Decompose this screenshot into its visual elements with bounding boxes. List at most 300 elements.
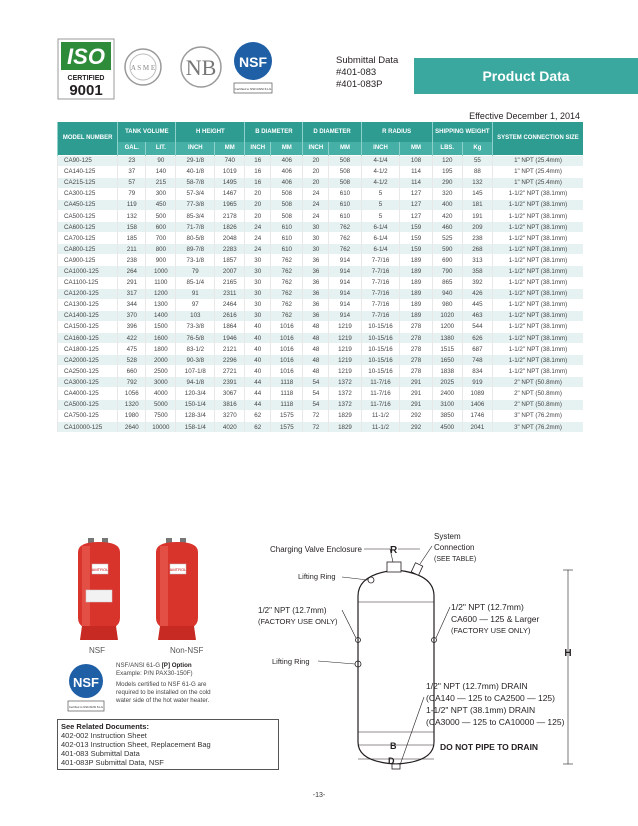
table-cell: 127 <box>400 188 432 199</box>
doc-number-2: #401-083P <box>336 79 383 90</box>
table-cell: 3270 <box>215 410 245 421</box>
table-cell: 914 <box>329 255 361 266</box>
table-cell: 740 <box>215 155 245 166</box>
table-cell: 1-1/2" NPT (38.1mm) <box>492 310 583 321</box>
table-cell: 2165 <box>215 277 245 288</box>
table-cell: 610 <box>329 210 361 221</box>
table-cell: 211 <box>118 244 146 255</box>
table-cell: 762 <box>329 222 361 233</box>
table-row <box>58 222 584 233</box>
table-cell: 396 <box>118 321 146 332</box>
table-cell: 114 <box>400 166 432 177</box>
label-left-npt-2: (FACTORY USE ONLY) <box>258 617 338 626</box>
table-cell: 292 <box>400 421 432 432</box>
label-lifting-ring-top: Lifting Ring <box>298 572 336 581</box>
table-cell: 5 <box>361 199 400 210</box>
table-cell: 292 <box>400 410 432 421</box>
table-cell: 865 <box>432 277 462 288</box>
table-cell: 1946 <box>215 333 245 344</box>
table-cell: 36 <box>303 288 329 299</box>
iso-9001-text: 9001 <box>69 82 103 99</box>
table-cell: 120 <box>432 155 462 166</box>
unit-header: LBS. <box>432 142 462 155</box>
label-system-2: Connection <box>434 543 475 552</box>
table-cell: 3000 <box>146 377 176 388</box>
table-cell: 1372 <box>329 377 361 388</box>
table-cell: 40 <box>245 355 271 366</box>
related-documents <box>57 719 279 770</box>
table-cell: 94-1/8 <box>176 377 215 388</box>
table-cell: 20 <box>245 188 271 199</box>
table-cell: 30 <box>303 233 329 244</box>
table-cell: 24 <box>245 222 271 233</box>
table-cell: 590 <box>432 244 462 255</box>
header-system-connection: SYSTEM CONNECTION SIZE <box>492 122 583 155</box>
table-cell: 463 <box>462 310 492 321</box>
doc-number-1: #401-083 <box>336 67 377 78</box>
related-item: 401-083 Submittal Data <box>61 749 140 758</box>
label-drain-2: (CA140 — 125 to CA2500 — 125) <box>426 693 555 703</box>
table-cell: 687 <box>462 344 492 355</box>
header-r-radius: R RADIUS <box>361 122 432 142</box>
table-cell: 762 <box>271 310 303 321</box>
table-cell: 1575 <box>271 421 303 432</box>
table-cell: 426 <box>462 288 492 299</box>
table-cell: 1829 <box>329 410 361 421</box>
model-cell: CA1400-125 <box>58 310 118 321</box>
table-cell: 7-7/16 <box>361 310 400 321</box>
table-cell: 10-15/16 <box>361 355 400 366</box>
table-cell: 2025 <box>432 377 462 388</box>
model-cell: CA3000-125 <box>58 377 118 388</box>
table-cell: 1000 <box>146 266 176 277</box>
table-cell: 7-7/16 <box>361 266 400 277</box>
label-drain-4: (CA3000 — 125 to CA10000 — 125) <box>426 717 565 727</box>
nsf-logo <box>228 37 278 99</box>
table-cell: 500 <box>146 210 176 221</box>
table-cell: 103 <box>176 310 215 321</box>
table-cell: 73-3/8 <box>176 321 215 332</box>
table-cell: 55 <box>462 155 492 166</box>
header-model: MODEL NUMBER <box>58 122 118 155</box>
related-item: 401-083P Submittal Data, NSF <box>61 758 164 767</box>
table-cell: 159 <box>400 244 432 255</box>
nsf-note-line5: water side of the hot water heater. <box>116 697 210 704</box>
table-cell: 268 <box>462 244 492 255</box>
table-cell: 1" NPT (25.4mm) <box>492 177 583 188</box>
table-cell: 7-7/16 <box>361 255 400 266</box>
table-cell: 508 <box>271 199 303 210</box>
table-cell: 475 <box>118 344 146 355</box>
table-cell: 44 <box>245 399 271 410</box>
tank-label-nsf: AMTROL <box>91 567 109 572</box>
nsf-note-line3: Models certified to NSF 61-G are <box>116 681 207 688</box>
table-cell: 2" NPT (50.8mm) <box>492 388 583 399</box>
label-left-npt-1: 1/2" NPT (12.7mm) <box>258 606 327 615</box>
model-cell: CA7500-125 <box>58 410 118 421</box>
table-row <box>58 299 584 310</box>
nsf-note-standard: NSF/ANSI 61-G <box>116 662 161 669</box>
table-cell: 1" NPT (25.4mm) <box>492 166 583 177</box>
table-cell: 1-1/2" NPT (38.1mm) <box>492 355 583 366</box>
table-cell: 1-1/2" NPT (38.1mm) <box>492 321 583 332</box>
table-cell: 1-1/2" NPT (38.1mm) <box>492 277 583 288</box>
table-cell: 40-1/8 <box>176 166 215 177</box>
table-cell: 16 <box>245 155 271 166</box>
model-cell: CA1000-125 <box>58 266 118 277</box>
table-cell: 30 <box>245 288 271 299</box>
table-cell: 79 <box>176 266 215 277</box>
table-row <box>58 277 584 288</box>
model-cell: CA90-125 <box>58 155 118 166</box>
caption-non-nsf: Non-NSF <box>170 646 204 655</box>
model-cell: CA1800-125 <box>58 344 118 355</box>
model-cell: CA700-125 <box>58 233 118 244</box>
table-cell: 1-1/2" NPT (38.1mm) <box>492 222 583 233</box>
table-cell: 24 <box>245 233 271 244</box>
table-cell: 44 <box>245 388 271 399</box>
iso-text: ISO <box>67 44 105 69</box>
table-cell: 1515 <box>432 344 462 355</box>
model-cell: CA4000-125 <box>58 388 118 399</box>
table-cell: 72 <box>303 421 329 432</box>
label-lifting-ring-bottom: Lifting Ring <box>272 657 310 666</box>
table-cell: 278 <box>400 321 432 332</box>
table-cell: 2" NPT (50.8mm) <box>492 377 583 388</box>
table-row <box>58 244 584 255</box>
table-cell: 3850 <box>432 410 462 421</box>
table-cell: 1-1/2" NPT (38.1mm) <box>492 255 583 266</box>
nsf-top-small-text: Certified to NSF/ANSI 61-G <box>234 87 272 91</box>
label-system-3: (SEE TABLE) <box>434 556 477 563</box>
table-cell: 127 <box>400 210 432 221</box>
table-cell: 11-7/16 <box>361 399 400 410</box>
table-cell: 1016 <box>271 333 303 344</box>
table-cell: 1-1/2" NPT (38.1mm) <box>492 199 583 210</box>
table-cell: 1016 <box>271 344 303 355</box>
caption-nsf: NSF <box>89 646 105 655</box>
table-cell: 1380 <box>432 333 462 344</box>
table-cell: 1089 <box>462 388 492 399</box>
table-cell: 508 <box>329 155 361 166</box>
table-cell: 7-7/16 <box>361 288 400 299</box>
table-cell: 914 <box>329 299 361 310</box>
table-cell: 189 <box>400 266 432 277</box>
table-row <box>58 366 584 377</box>
table-cell: 1965 <box>215 199 245 210</box>
table-cell: 40 <box>245 366 271 377</box>
table-cell: 358 <box>462 266 492 277</box>
table-cell: 914 <box>329 277 361 288</box>
model-cell: CA1100-125 <box>58 277 118 288</box>
table-cell: 4-1/2 <box>361 177 400 188</box>
table-row <box>58 333 584 344</box>
table-cell: 508 <box>271 210 303 221</box>
label-right-npt-2: CA600 — 125 & Larger <box>451 614 540 624</box>
table-cell: 189 <box>400 299 432 310</box>
table-cell: 85-1/4 <box>176 277 215 288</box>
table-cell: 62 <box>245 421 271 432</box>
table-cell: 610 <box>271 233 303 244</box>
table-cell: 2500 <box>146 366 176 377</box>
nsf-note-example: Example: P/N PAX30-150F) <box>116 670 193 677</box>
table-cell: 1016 <box>271 355 303 366</box>
table-cell: 914 <box>329 310 361 321</box>
table-cell: 2" NPT (50.8mm) <box>492 399 583 410</box>
table-cell: 445 <box>462 299 492 310</box>
spec-body <box>58 155 584 432</box>
table-cell: 73-1/8 <box>176 255 215 266</box>
table-row <box>58 166 584 177</box>
table-cell: 119 <box>118 199 146 210</box>
table-cell: 2400 <box>432 388 462 399</box>
unit-header: INCH <box>245 142 271 155</box>
table-cell: 1372 <box>329 388 361 399</box>
submittal-info <box>336 55 398 91</box>
table-cell: 1219 <box>329 366 361 377</box>
table-cell: 4500 <box>432 421 462 432</box>
table-cell: 980 <box>432 299 462 310</box>
table-cell: 1219 <box>329 333 361 344</box>
table-cell: 2178 <box>215 210 245 221</box>
header-shipping-weight: SHIPPING WEIGHT <box>432 122 492 142</box>
table-cell: 40 <box>245 333 271 344</box>
table-cell: 30 <box>245 266 271 277</box>
table-cell: 291 <box>118 277 146 288</box>
label-system-1: System <box>434 532 461 541</box>
table-cell: 76-5/8 <box>176 333 215 344</box>
table-cell: 30 <box>303 244 329 255</box>
table-cell: 525 <box>432 233 462 244</box>
table-cell: 30 <box>303 222 329 233</box>
table-cell: 544 <box>462 321 492 332</box>
table-cell: 11-1/2 <box>361 421 400 432</box>
table-cell: 108 <box>400 155 432 166</box>
table-cell: 1-1/2" NPT (38.1mm) <box>492 233 583 244</box>
table-row <box>58 388 584 399</box>
nsf-note-line4: required to be installed on the cold <box>116 689 211 696</box>
table-cell: 2391 <box>215 377 245 388</box>
table-cell: 114 <box>400 177 432 188</box>
table-cell: 238 <box>118 255 146 266</box>
table-cell: 508 <box>329 177 361 188</box>
table-cell: 1746 <box>462 410 492 421</box>
model-cell: CA450-125 <box>58 199 118 210</box>
table-cell: 300 <box>146 188 176 199</box>
table-cell: 3" NPT (76.2mm) <box>492 421 583 432</box>
table-cell: 20 <box>303 177 329 188</box>
table-row <box>58 355 584 366</box>
table-cell: 508 <box>271 188 303 199</box>
table-cell: 1219 <box>329 355 361 366</box>
table-cell: 11-1/2 <box>361 410 400 421</box>
table-cell: 420 <box>432 210 462 221</box>
table-cell: 1406 <box>462 399 492 410</box>
table-cell: 919 <box>462 377 492 388</box>
table-cell: 57-3/4 <box>176 188 215 199</box>
table-cell: 71-7/8 <box>176 222 215 233</box>
table-cell: 5 <box>361 210 400 221</box>
tank-photo-nsf <box>72 538 126 642</box>
table-cell: 191 <box>462 210 492 221</box>
tank-label-non-nsf: AMTROL <box>169 567 187 572</box>
table-cell: 128-3/4 <box>176 410 215 421</box>
table-cell: 422 <box>118 333 146 344</box>
table-cell: 1600 <box>146 333 176 344</box>
submittal-label: Submittal Data <box>336 55 399 66</box>
table-cell: 2640 <box>118 421 146 432</box>
table-cell: 158 <box>118 222 146 233</box>
table-row <box>58 310 584 321</box>
table-cell: 762 <box>271 299 303 310</box>
tank-photo-non-nsf <box>150 538 204 642</box>
table-cell: 762 <box>329 233 361 244</box>
table-cell: 91 <box>176 288 215 299</box>
table-cell: 1838 <box>432 366 462 377</box>
table-cell: 3067 <box>215 388 245 399</box>
table-cell: 610 <box>271 244 303 255</box>
iso-certified-text: CERTIFIED <box>67 75 105 82</box>
table-cell: 2464 <box>215 299 245 310</box>
table-row <box>58 199 584 210</box>
table-cell: 90 <box>146 155 176 166</box>
table-cell: 834 <box>462 366 492 377</box>
table-cell: 83-1/2 <box>176 344 215 355</box>
table-cell: 48 <box>303 344 329 355</box>
unit-header: LIT. <box>146 142 176 155</box>
table-cell: 54 <box>303 388 329 399</box>
nsf-note-text <box>116 662 276 705</box>
label-right-npt-1: 1/2" NPT (12.7mm) <box>451 602 524 612</box>
table-cell: 406 <box>271 155 303 166</box>
table-cell: 1650 <box>432 355 462 366</box>
table-cell: 317 <box>118 288 146 299</box>
table-row <box>58 399 584 410</box>
table-cell: 762 <box>271 288 303 299</box>
table-cell: 1020 <box>432 310 462 321</box>
iso-9001-logo <box>56 37 116 101</box>
asme-text: A S M E <box>130 64 156 72</box>
table-cell: 792 <box>118 377 146 388</box>
table-cell: 58-7/8 <box>176 177 215 188</box>
table-cell: 1-1/2" NPT (38.1mm) <box>492 210 583 221</box>
table-cell: 6-1/4 <box>361 222 400 233</box>
table-cell: 107-1/8 <box>176 366 215 377</box>
table-cell: 1118 <box>271 377 303 388</box>
table-cell: 4-1/2 <box>361 166 400 177</box>
table-cell: 48 <box>303 321 329 332</box>
table-cell: 1800 <box>146 344 176 355</box>
table-cell: 1-1/2" NPT (38.1mm) <box>492 288 583 299</box>
table-cell: 30 <box>245 255 271 266</box>
table-cell: 10-15/16 <box>361 366 400 377</box>
unit-header: INCH <box>361 142 400 155</box>
unit-header: MM <box>400 142 432 155</box>
table-cell: 20 <box>245 199 271 210</box>
table-cell: 800 <box>146 244 176 255</box>
table-row <box>58 377 584 388</box>
do-not-pipe-warning: DO NOT PIPE TO DRAIN <box>440 742 539 752</box>
table-cell: 1495 <box>215 177 245 188</box>
header-tank-volume: TANK VOLUME <box>118 122 176 142</box>
table-cell: 762 <box>271 266 303 277</box>
table-cell: 278 <box>400 355 432 366</box>
table-cell: 140 <box>146 166 176 177</box>
table-cell: 278 <box>400 366 432 377</box>
table-cell: 4000 <box>146 388 176 399</box>
table-cell: 36 <box>303 277 329 288</box>
table-cell: 762 <box>271 255 303 266</box>
table-cell: 62 <box>245 410 271 421</box>
model-cell: CA10000-125 <box>58 421 118 432</box>
unit-header: Kg <box>462 142 492 155</box>
nsf-top-text: NSF <box>239 54 267 70</box>
table-cell: 11-7/16 <box>361 377 400 388</box>
table-cell: 48 <box>303 333 329 344</box>
unit-header: GAL. <box>118 142 146 155</box>
table-cell: 30 <box>245 310 271 321</box>
table-cell: 7-7/16 <box>361 299 400 310</box>
table-cell: 88 <box>462 166 492 177</box>
table-row <box>58 210 584 221</box>
table-cell: 209 <box>462 222 492 233</box>
table-cell: 89-7/8 <box>176 244 215 255</box>
table-cell: 406 <box>271 166 303 177</box>
table-cell: 36 <box>303 299 329 310</box>
table-cell: 10-15/16 <box>361 344 400 355</box>
nsf-note-option: [P] Option <box>161 662 192 669</box>
table-cell: 2721 <box>215 366 245 377</box>
label-charging-valve: Charging Valve Enclosure <box>270 545 362 554</box>
model-cell: CA140-125 <box>58 166 118 177</box>
table-cell: 2048 <box>215 233 245 244</box>
table-cell: 20 <box>303 166 329 177</box>
table-cell: 6-1/4 <box>361 233 400 244</box>
table-cell: 120-3/4 <box>176 388 215 399</box>
table-row <box>58 266 584 277</box>
table-cell: 16 <box>245 166 271 177</box>
table-cell: 97 <box>176 299 215 310</box>
nsf-badge-text: NSF <box>73 675 99 690</box>
label-drain-3: 1-1/2" NPT (38.1mm) DRAIN <box>426 705 536 715</box>
table-cell: 3816 <box>215 399 245 410</box>
table-cell: 1016 <box>271 366 303 377</box>
table-cell: 48 <box>303 355 329 366</box>
table-cell: 1-1/2" NPT (38.1mm) <box>492 366 583 377</box>
tank-dimension-diagram <box>258 532 588 772</box>
table-cell: 1" NPT (25.4mm) <box>492 155 583 166</box>
table-cell: 24 <box>303 199 329 210</box>
table-cell: 278 <box>400 333 432 344</box>
header-h-height: H HEIGHT <box>176 122 245 142</box>
table-cell: 1200 <box>146 288 176 299</box>
table-cell: 1118 <box>271 388 303 399</box>
label-b: B <box>390 741 397 751</box>
table-cell: 23 <box>118 155 146 166</box>
table-row <box>58 410 584 421</box>
table-cell: 36 <box>303 310 329 321</box>
table-cell: 40 <box>245 321 271 332</box>
table-cell: 1-1/2" NPT (38.1mm) <box>492 188 583 199</box>
unit-header: MM <box>329 142 361 155</box>
page-number: -13- <box>312 792 326 799</box>
table-cell: 57 <box>118 177 146 188</box>
table-cell: 2616 <box>215 310 245 321</box>
header-b-diameter: B DIAMETER <box>245 122 303 142</box>
table-cell: 189 <box>400 288 432 299</box>
table-cell: 79 <box>118 188 146 199</box>
table-cell: 7500 <box>146 410 176 421</box>
